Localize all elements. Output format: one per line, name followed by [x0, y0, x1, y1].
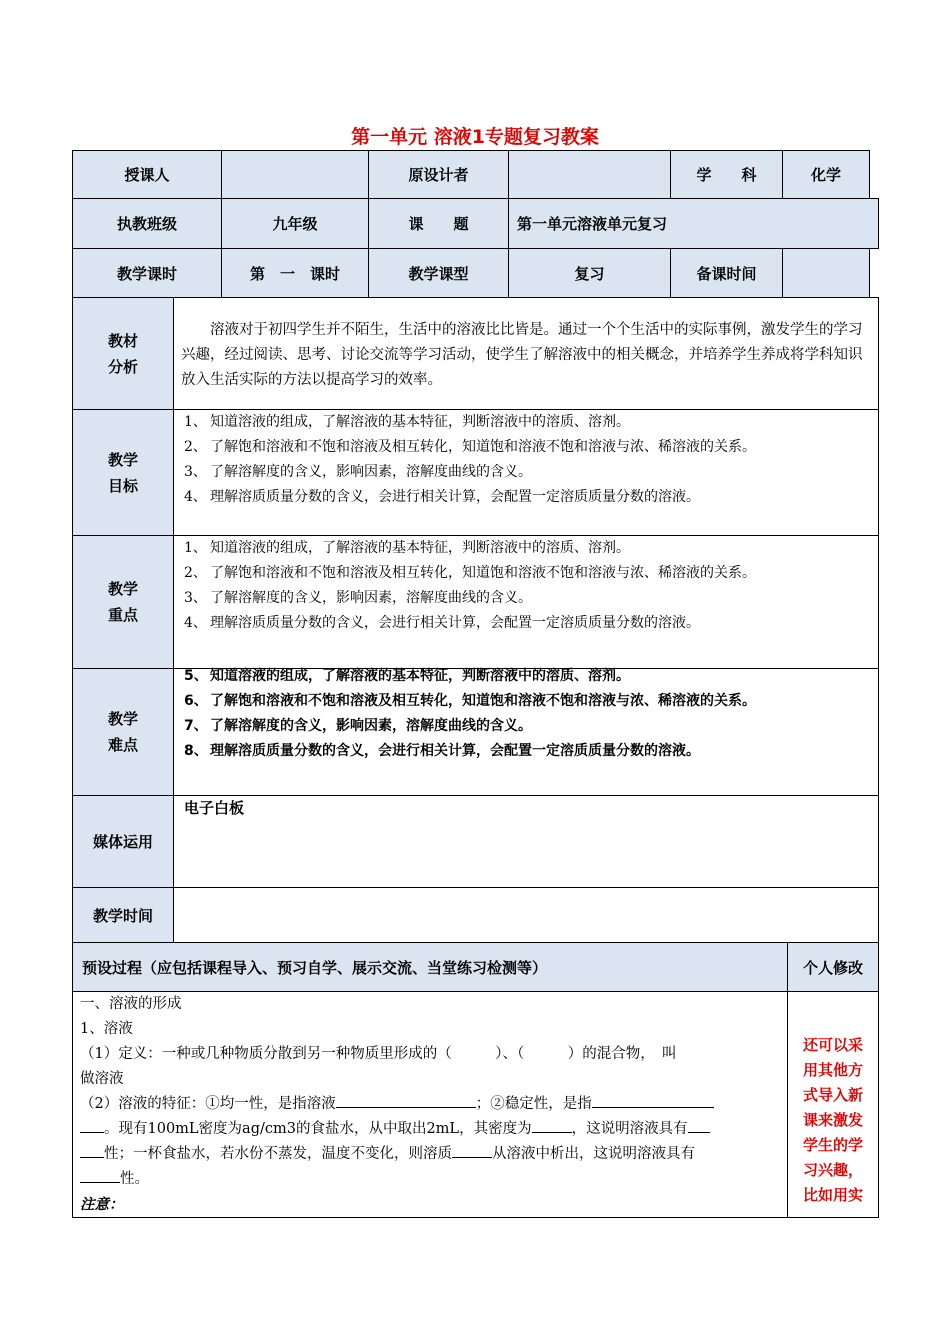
analysis-label-line1: 教材: [107, 331, 138, 350]
list-item: 5、 知道溶液的组成，了解溶液的基本特征，判断溶液中的溶质、溶剂。: [184, 668, 630, 684]
topic-value: 第一单元溶液单元复习: [508, 198, 879, 249]
section-heading: 一、溶液的形成: [80, 996, 182, 1012]
note-label: 注意：: [80, 1196, 124, 1213]
time-value[interactable]: [173, 887, 879, 943]
blank-field[interactable]: [80, 1142, 104, 1158]
teacher-label: 授课人: [72, 150, 222, 199]
feature-line: 性；一杯食盐水，若水份不蒸发，温度不变化，则溶质 从溶液中析出，这说明溶液具有: [80, 1142, 714, 1167]
difficulties-list: [184, 664, 756, 764]
list-item: 2、 了解饱和溶液和不饱和溶液及相互转化，知道饱和溶液不饱和溶液与浓、稀溶液的关系。: [184, 565, 756, 581]
goals-list: [184, 410, 756, 510]
note-line: 式导入新: [802, 1086, 863, 1104]
blank-field[interactable]: [80, 1167, 120, 1183]
media-cell: [173, 795, 879, 888]
key-points-label-line2: 重点: [107, 606, 138, 624]
blank-field[interactable]: [688, 1117, 710, 1133]
note-line: 学生的学: [802, 1136, 863, 1154]
media-value: 电子白板: [184, 799, 245, 817]
goals-label: [72, 409, 174, 536]
note-line: 比如用实: [802, 1186, 863, 1204]
page-title: 第一单元 溶液1专题复习教案: [351, 126, 599, 148]
goals-label-line2: 目标: [107, 476, 138, 495]
time-label: 教学时间: [72, 887, 174, 943]
type-value: 复习: [508, 248, 671, 298]
difficulties-label: [72, 668, 174, 796]
teacher-value[interactable]: [221, 150, 369, 199]
revision-header: 个人修改: [787, 942, 879, 992]
list-item: 4、 理解溶质质量分数的含义，会进行相关计算，会配置一定溶质质量分数的溶液。: [184, 615, 700, 631]
note-line: 用其他方: [802, 1061, 863, 1079]
note-line: 还可以采: [802, 1036, 863, 1054]
type-label: 教学课型: [368, 248, 509, 298]
difficulties-label-line2: 难点: [107, 736, 138, 754]
list-item: 4、 理解溶质质量分数的含义，会进行相关计算，会配置一定溶质质量分数的溶液。: [184, 489, 700, 505]
class-label: 执教班级: [72, 198, 222, 249]
note-line: 习兴趣，: [802, 1161, 863, 1179]
difficulties-label-line1: 教学: [107, 710, 138, 728]
subject-label: 学 科: [670, 150, 783, 199]
definition-line-cont: 做溶液: [80, 1071, 124, 1087]
period-label: 教学课时: [72, 248, 222, 298]
prep-time-value[interactable]: [782, 248, 870, 298]
analysis-text: 溶液对于初四学生并不陌生，生活中的溶液比比皆是。通过一个个生活中的实际事例，激发学生的学习兴趣，经过阅读、思考、讨论交流等学习活动，使学生了解溶液中的相关概念，并培养学生养成将学科知识放入生活实际的方法以提高学习的效率。: [181, 322, 863, 388]
topic-label: 课 题: [368, 198, 509, 249]
list-item: 7、 了解溶解度的含义，影响因素，溶解度曲线的含义。: [184, 718, 532, 734]
analysis-label: [72, 297, 174, 410]
key-points-label-line1: 教学: [107, 580, 138, 598]
list-item: 1、 知道溶液的组成，了解溶液的基本特征，判断溶液中的溶质、溶剂。: [184, 414, 630, 430]
blank-field[interactable]: [532, 1117, 572, 1133]
designer-value[interactable]: [508, 150, 671, 199]
analysis-label-line2: 分析: [107, 357, 138, 376]
key-points-list: [184, 536, 756, 636]
revision-note: [790, 1033, 876, 1208]
goals-label-line1: 教学: [107, 450, 138, 469]
list-item: 2、 了解饱和溶液和不饱和溶液及相互转化，知道饱和溶液不饱和溶液与浓、稀溶液的关系。: [184, 439, 756, 455]
list-item: 8、 理解溶质质量分数的含义，会进行相关计算，会配置一定溶质质量分数的溶液。: [184, 743, 700, 759]
feature-line: 性。: [80, 1167, 714, 1192]
period-value: 第 一 课时: [221, 248, 369, 298]
list-item: 6、 了解饱和溶液和不饱和溶液及相互转化，知道饱和溶液不饱和溶液与浓、稀溶液的关系。: [184, 693, 756, 709]
class-value: 九年级: [221, 198, 369, 249]
subject-value: 化学: [782, 150, 870, 199]
process-header: 预设过程（应包括课程导入、预习自学、展示交流、当堂练习检测等）: [72, 942, 788, 992]
process-content: [80, 992, 714, 1217]
key-points-label: [72, 535, 174, 669]
note-line: 课来激发: [802, 1111, 863, 1129]
blank-field[interactable]: [452, 1142, 492, 1158]
item-heading: 1、溶液: [80, 1021, 133, 1037]
list-item: 1、 知道溶液的组成，了解溶液的基本特征，判断溶液中的溶质、溶剂。: [184, 540, 630, 556]
feature-line: 。现有100mL密度为ag/cm3的食盐水，从中取出2mL，其密度为 ，这说明溶液具有: [80, 1117, 714, 1142]
media-label: 媒体运用: [72, 795, 174, 888]
list-item: 3、 了解溶解度的含义，影响因素，溶解度曲线的含义。: [184, 590, 532, 606]
blank-field[interactable]: [80, 1117, 104, 1133]
blank-field[interactable]: [592, 1092, 714, 1108]
feature-line: （2）溶液的特征：①均一性，是指溶液 ；②稳定性，是指: [80, 1092, 714, 1117]
list-item: 3、 了解溶解度的含义，影响因素，溶解度曲线的含义。: [184, 464, 532, 480]
designer-label: 原设计者: [368, 150, 509, 199]
blank-field[interactable]: [336, 1092, 476, 1108]
prep-time-label: 备课时间: [670, 248, 783, 298]
definition-line: （1）定义：一种或几种物质分散到另一种物质里形成的（ ）、（ ）的混合物， 叫: [80, 1046, 677, 1062]
